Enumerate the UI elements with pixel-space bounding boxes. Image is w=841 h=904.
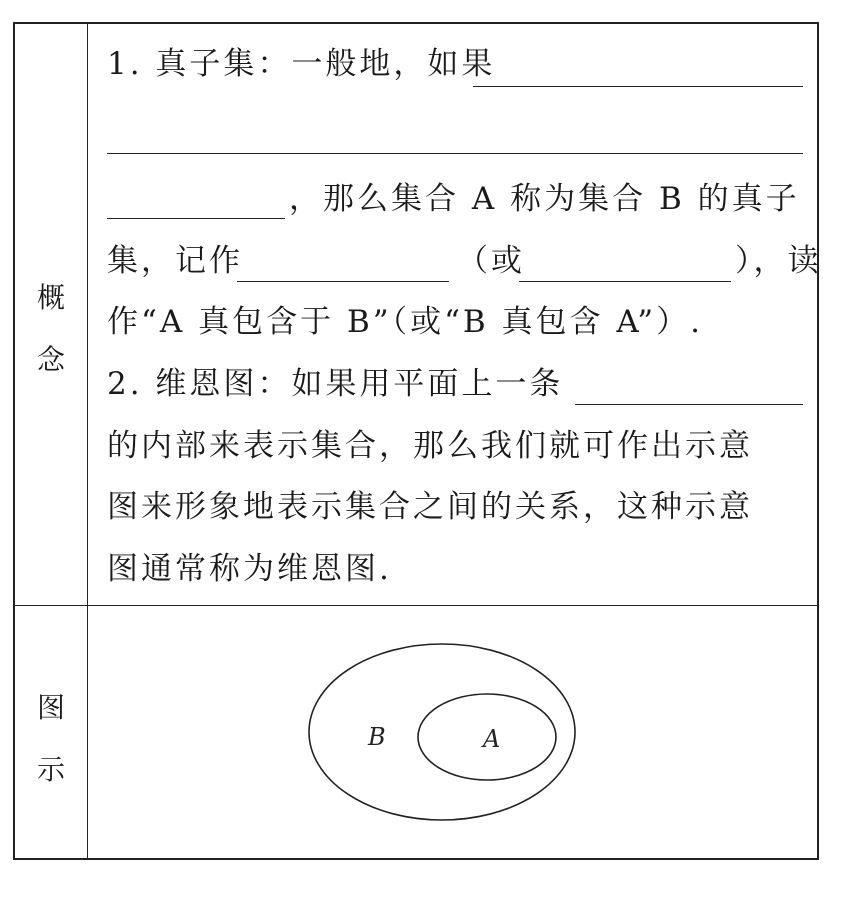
line-1: 1. 真子集：一般地，如果: [107, 46, 496, 82]
line-3: ，那么集合 A 称为集合 B 的真子: [289, 181, 800, 217]
line-6: 2. 维恩图：如果用平面上一条: [107, 366, 564, 402]
blank-5: [519, 281, 731, 282]
blank-6: [575, 404, 803, 405]
blank-3: [107, 218, 285, 219]
line-8: 图来形象地表示集合之间的关系，这种示意: [107, 489, 753, 525]
line-5: 作“A 真包含于 B”（或“B 真包含 A”）.: [107, 304, 703, 340]
inner-set-label: A: [483, 725, 501, 753]
label-char: 示: [36, 753, 65, 786]
row-label-concept: [15, 259, 87, 399]
line-4c: ），读: [735, 243, 822, 279]
line-4a: 集，记作: [107, 243, 243, 279]
row-label-diagram: [15, 669, 87, 809]
outer-set-label: B: [368, 723, 386, 751]
label-char: 念: [36, 343, 65, 376]
line-7: 的内部来表示集合，那么我们就可作出示意: [107, 428, 753, 464]
outer-set-ellipse: [309, 644, 575, 820]
row-divider: [15, 605, 817, 606]
label-char: 概: [36, 281, 65, 314]
line-4b: （或: [457, 243, 525, 279]
column-divider: [87, 24, 88, 858]
venn-diagram: [300, 615, 600, 835]
blank-2: [107, 153, 803, 154]
blank-4: [237, 281, 449, 282]
line-9: 图通常称为维恩图.: [107, 551, 392, 587]
label-char: 图: [36, 691, 65, 724]
blank-1: [473, 86, 803, 87]
